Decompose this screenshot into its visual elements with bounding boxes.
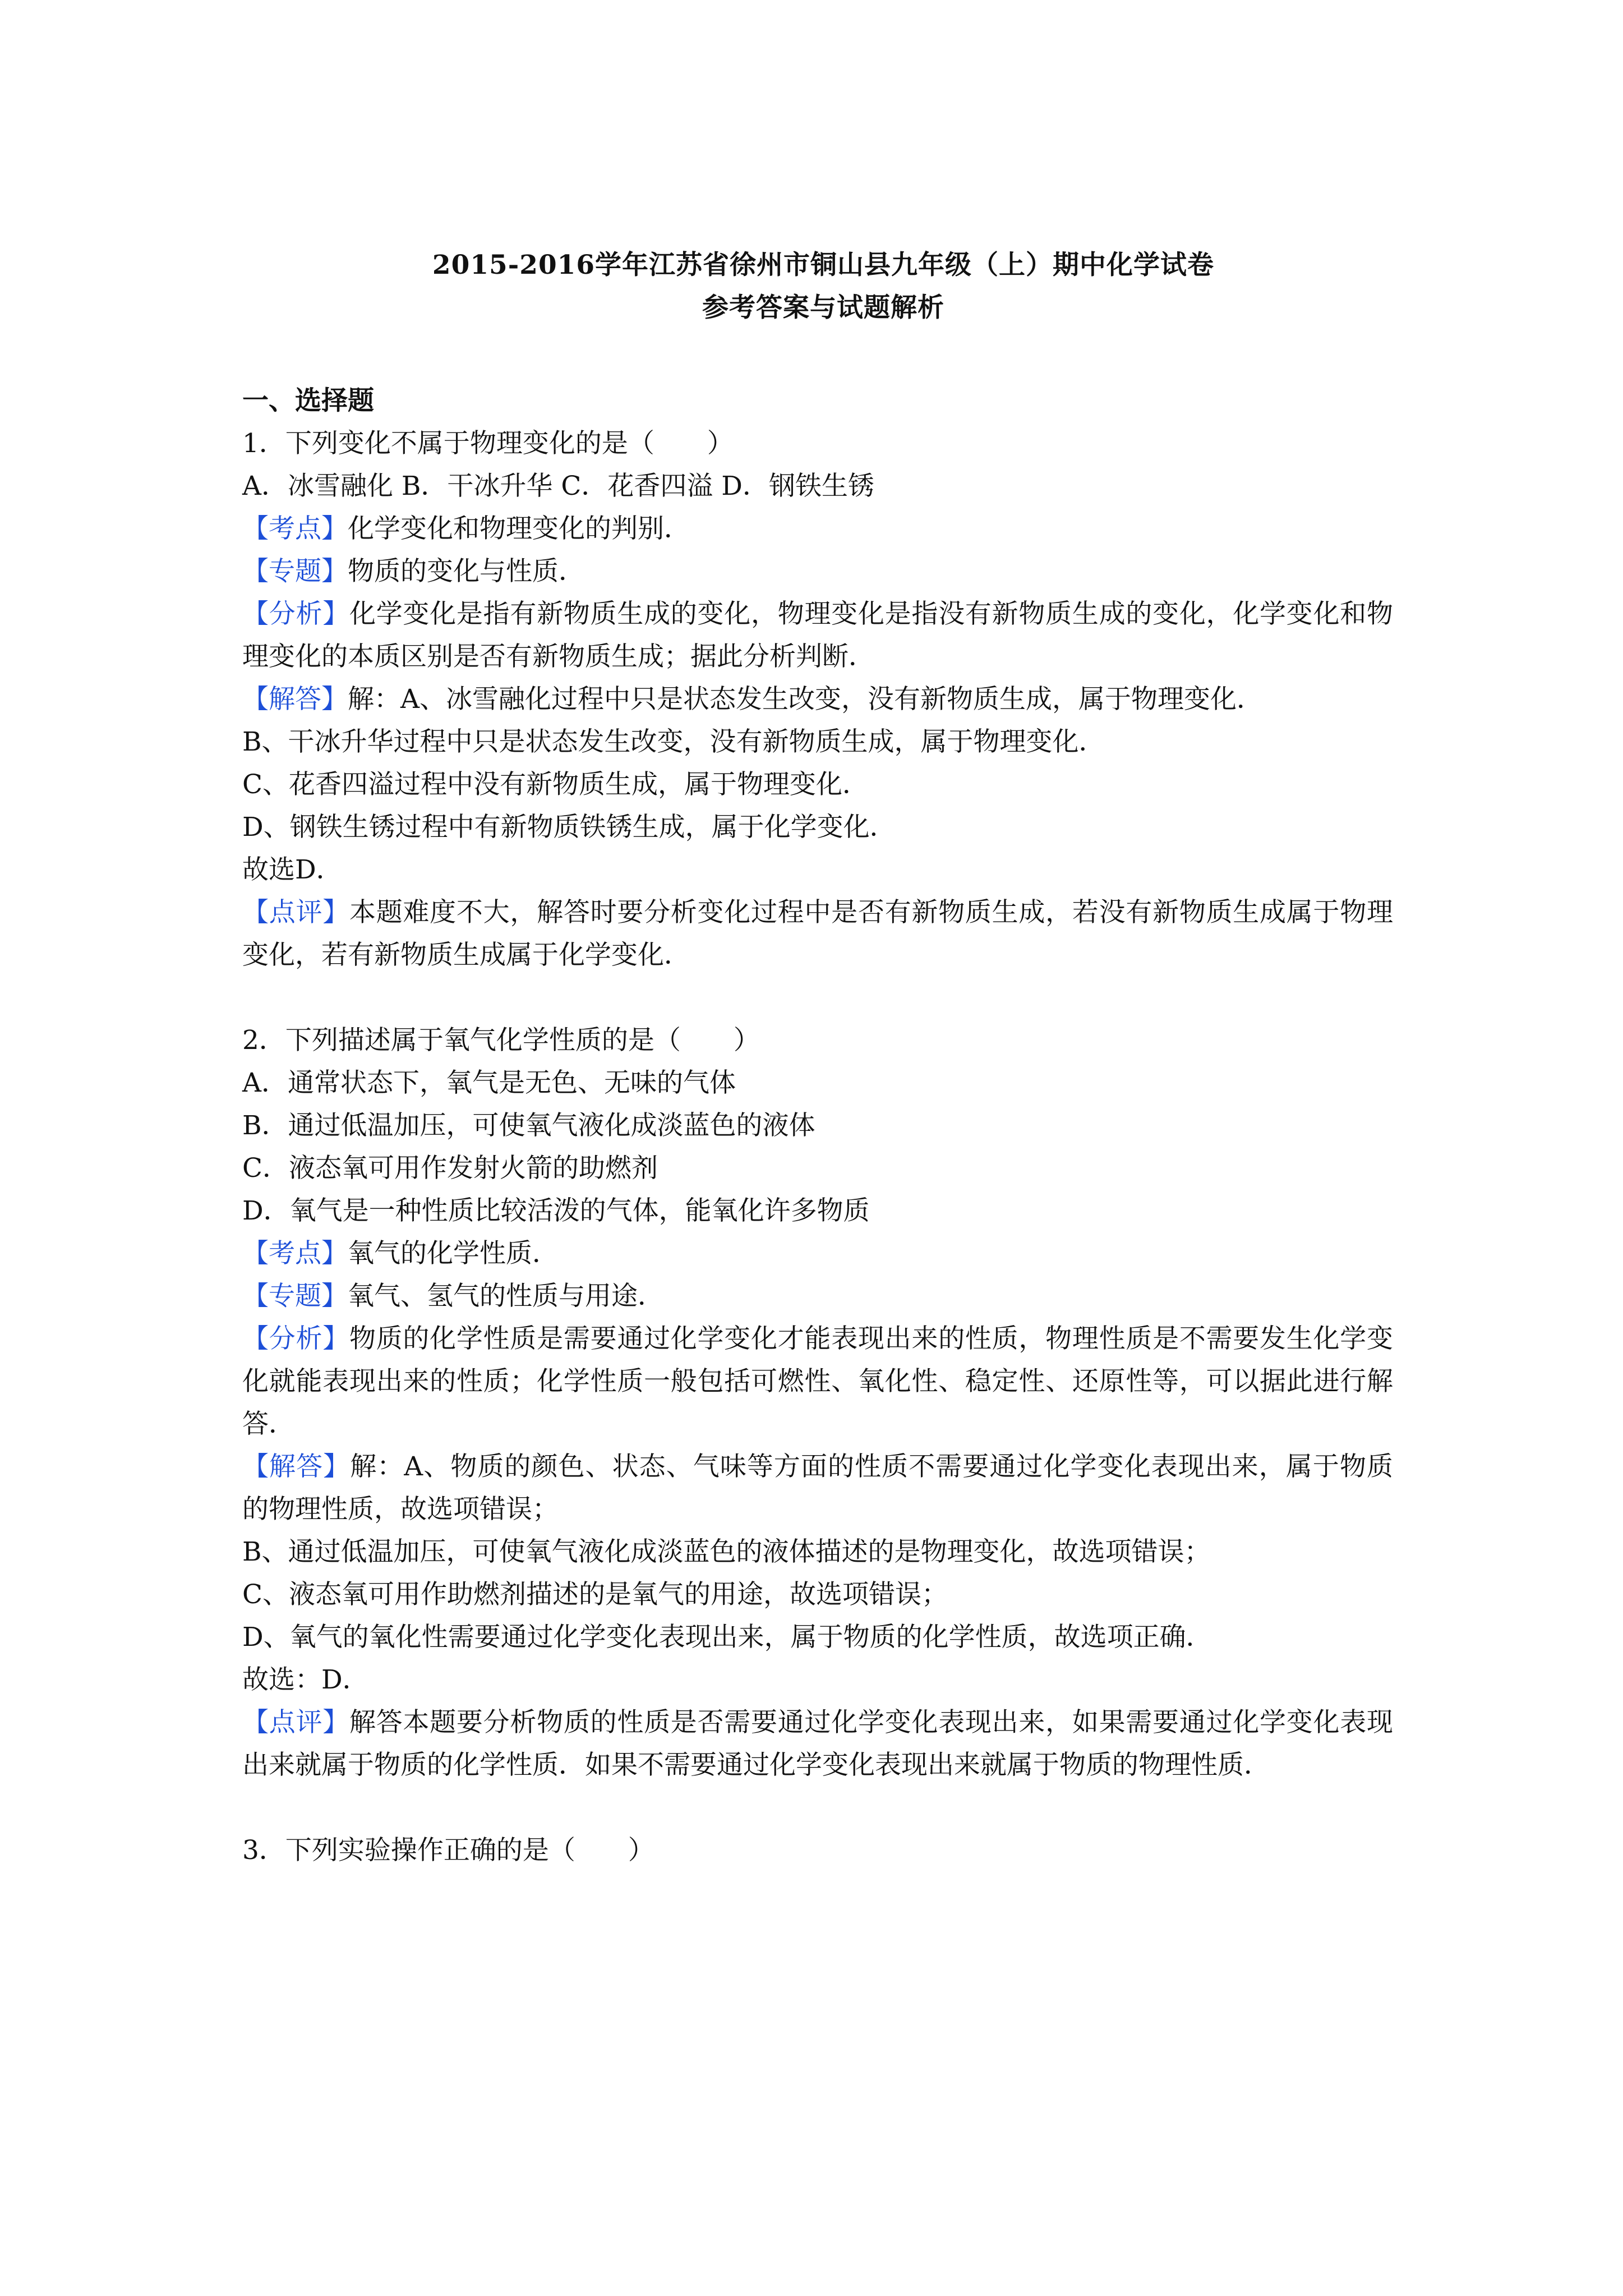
jieda-line: B、通过低温加压，可使氧气液化成淡蓝色的液体描述的是物理变化，故选项错误；: [242, 1536, 1211, 1567]
jieda-line: C、液态氧可用作助燃剂描述的是氧气的用途，故选项错误；: [242, 1579, 948, 1610]
jieda-line: D、氧气的氧化性需要通过化学变化表现出来，属于物质的化学性质，故选项正确．: [242, 1622, 1212, 1653]
jieda-row: [242, 1446, 1393, 1531]
dianping-tag: 【点评】: [242, 1707, 349, 1738]
jieda-line: 故选D．: [242, 854, 343, 885]
fenxi-row: [242, 593, 1393, 678]
zhuanti-text: 物质的变化与性质．: [348, 556, 585, 587]
question-stem: 1．下列变化不属于物理变化的是（ ）: [242, 428, 734, 459]
dianping-row: [242, 891, 1393, 977]
jieda-line: 故选：D．: [242, 1664, 369, 1695]
zhuanti-tag: 【专题】: [242, 556, 348, 587]
section-title: 一、选择题: [242, 385, 374, 416]
fenxi-tag: 【分析】: [242, 599, 349, 629]
dianping-row: [242, 1701, 1393, 1787]
kaodian-text: 氧气的化学性质．: [348, 1238, 559, 1269]
fenxi-text: 物质的化学性质是需要通过化学变化才能表现出来的性质，物理性质是不需要发生化学变化就能表现出来的性质；化学性质一般包括可燃性、氧化性、稳定性、还原性等，可以据此进行解答．: [242, 1323, 1393, 1439]
kaodian-row: [242, 508, 1393, 550]
zhuanti-row: [242, 550, 1393, 593]
question-option: A．通常状态下，氧气是无色、无味的气体: [242, 1068, 736, 1098]
question-3: [242, 1829, 1393, 1872]
question-1: [242, 422, 1393, 977]
question-stem: 2．下列描述属于氧气化学性质的是（ ）: [242, 1025, 760, 1056]
question-stem: 3．下列实验操作正确的是（ ）: [242, 1835, 654, 1866]
zhuanti-tag: 【专题】: [242, 1281, 348, 1312]
jieda-tag: 【解答】: [242, 684, 348, 715]
dianping-text: 解答本题要分析物质的性质是否需要通过化学变化表现出来，如果需要通过化学变化表现出来就属于物质的化学性质．如果不需要通过化学变化表现出来就属于物质的物理性质．: [242, 1707, 1393, 1780]
kaodian-text: 化学变化和物理变化的判别．: [348, 513, 690, 544]
jieda-row: [242, 678, 1393, 721]
jieda-text: 解：A、物质的颜色、状态、气味等方面的性质不需要通过化学变化表现出来，属于物质的物理性质，故选项错误；: [242, 1451, 1393, 1525]
question-option: D．氧气是一种性质比较活泼的气体，能氧化许多物质: [242, 1195, 870, 1226]
jieda-line: B、干冰升华过程中只是状态发生改变，没有新物质生成，属于物理变化．: [242, 726, 1105, 757]
zhuanti-row: [242, 1275, 1393, 1318]
jieda-tag: 【解答】: [242, 1451, 351, 1482]
question-options: A．冰雪融化 B．干冰升华 C．花香四溢 D．钢铁生锈: [242, 471, 874, 501]
fenxi-text: 化学变化是指有新物质生成的变化，物理变化是指没有新物质生成的变化，化学变化和物理变化的本质区别是否有新物质生成；据此分析判断．: [242, 599, 1393, 672]
page-subtitle: 参考答案与试题解析: [702, 292, 944, 323]
page-title: 2015-2016学年江苏省徐州市铜山县九年级（上）期中化学试卷: [432, 250, 1215, 280]
kaodian-row: [242, 1232, 1393, 1275]
zhuanti-text: 氧气、氢气的性质与用途．: [348, 1281, 664, 1312]
jieda-line: D、钢铁生锈过程中有新物质铁锈生成，属于化学变化．: [242, 812, 896, 843]
jieda-line: C、花香四溢过程中没有新物质生成，属于物理变化．: [242, 769, 869, 800]
fenxi-row: [242, 1318, 1393, 1446]
question-2: [242, 1019, 1393, 1787]
fenxi-tag: 【分析】: [242, 1323, 349, 1354]
dianping-tag: 【点评】: [242, 897, 349, 928]
dianping-text: 本题难度不大，解答时要分析变化过程中是否有新物质生成，若没有新物质生成属于物理变化，若有新物质生成属于化学变化．: [242, 897, 1393, 970]
kaodian-tag: 【考点】: [242, 513, 348, 544]
jieda-text: 解：A、冰雪融化过程中只是状态发生改变，没有新物质生成，属于物理变化．: [348, 684, 1263, 715]
question-option: B．通过低温加压，可使氧气液化成淡蓝色的液体: [242, 1110, 815, 1141]
kaodian-tag: 【考点】: [242, 1238, 348, 1269]
question-option: C．液态氧可用作发射火箭的助燃剂: [242, 1153, 658, 1184]
